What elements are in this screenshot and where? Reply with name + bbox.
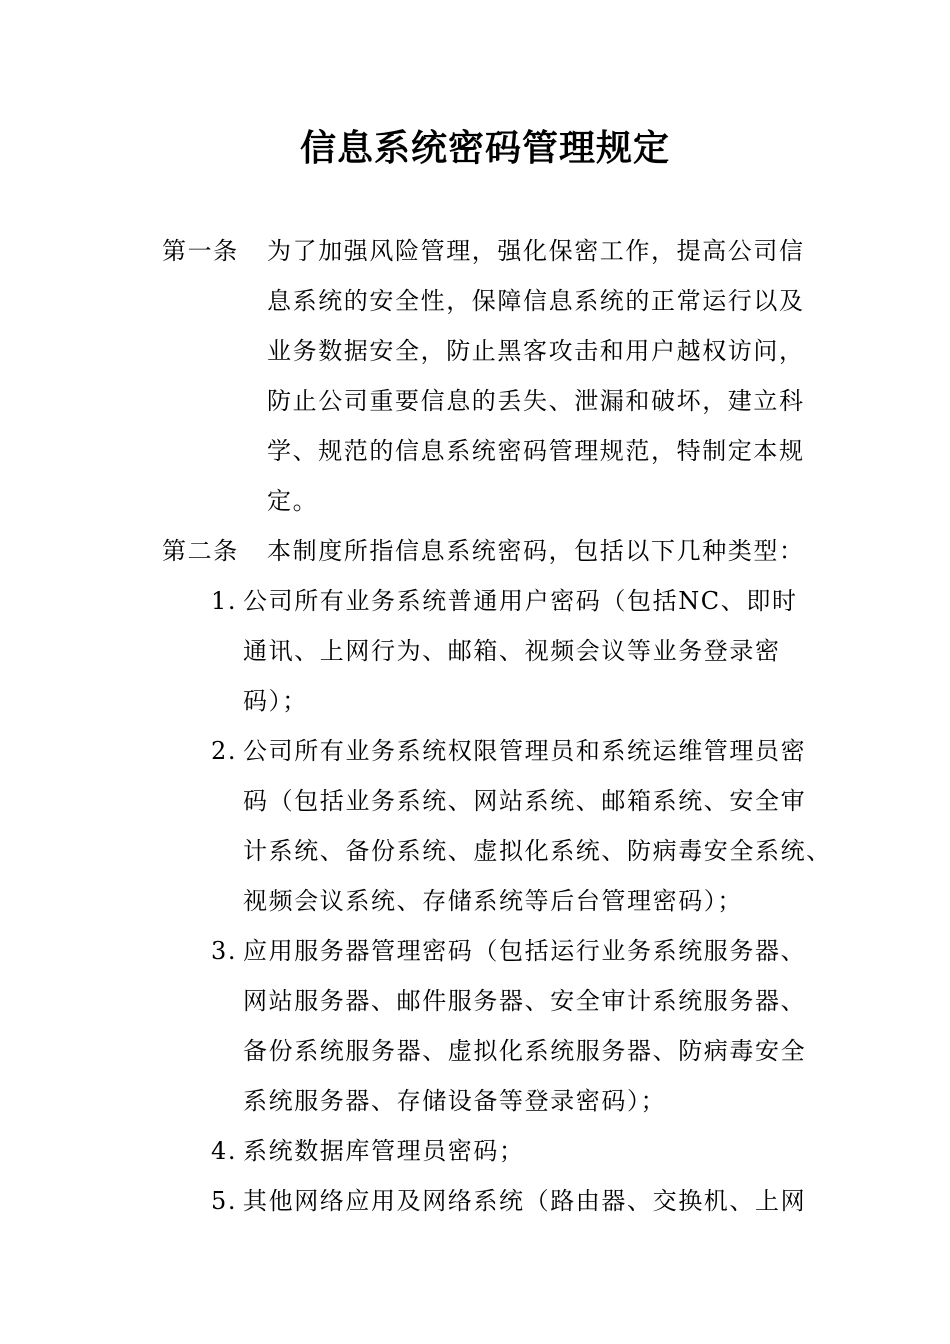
list-item-line: 码（包括业务系统、网站系统、邮箱系统、安全审 [243, 787, 807, 815]
list-item-line: 码）； [243, 687, 308, 715]
list-item-line: 公司所有业务系统普通用户密码（包括NC、即时 [243, 587, 798, 615]
article-1-line: 业务数据安全，防止黑客攻击和用户越权访问， [267, 337, 805, 365]
list-item-line: 计系统、备份系统、虚拟化系统、防病毒安全系统、 [243, 837, 832, 865]
list-item-number: 1. [211, 587, 238, 615]
article-1-line: 息系统的安全性，保障信息系统的正常运行以及 [267, 287, 805, 315]
article-2-label: 第二条 [162, 537, 239, 565]
list-item-line: 备份系统服务器、虚拟化系统服务器、防病毒安全 [243, 1037, 807, 1065]
article-1-line: 定。 [267, 487, 319, 515]
list-item-line: 系统服务器、存储设备等登录密码）； [243, 1087, 667, 1115]
article-1-line: 为了加强风险管理，强化保密工作，提高公司信 [267, 237, 805, 265]
list-item-line: 视频会议系统、存储系统等后台管理密码）； [243, 887, 743, 915]
list-item-line: 系统数据库管理员密码； [243, 1137, 525, 1165]
article-2-intro: 本制度所指信息系统密码，包括以下几种类型： [267, 537, 805, 565]
list-item-line: 其他网络应用及网络系统（路由器、交换机、上网 [243, 1187, 807, 1215]
list-item-line: 应用服务器管理密码（包括运行业务系统服务器、 [243, 937, 807, 965]
list-item-number: 3. [211, 937, 238, 965]
article-1-label: 第一条 [162, 237, 239, 265]
list-item-line: 通讯、上网行为、邮箱、视频会议等业务登录密 [243, 637, 781, 665]
article-1-line: 学、规范的信息系统密码管理规范，特制定本规 [267, 437, 805, 465]
article-1-line: 防止公司重要信息的丢失、泄漏和破坏，建立科 [267, 387, 805, 415]
list-item-number: 4. [211, 1137, 238, 1165]
document-title: 信息系统密码管理规定 [299, 127, 670, 169]
list-item-line: 公司所有业务系统权限管理员和系统运维管理员密 [243, 737, 807, 765]
list-item-number: 2. [211, 737, 238, 765]
list-item-number: 5. [211, 1187, 238, 1215]
list-item-line: 网站服务器、邮件服务器、安全审计系统服务器、 [243, 987, 807, 1015]
